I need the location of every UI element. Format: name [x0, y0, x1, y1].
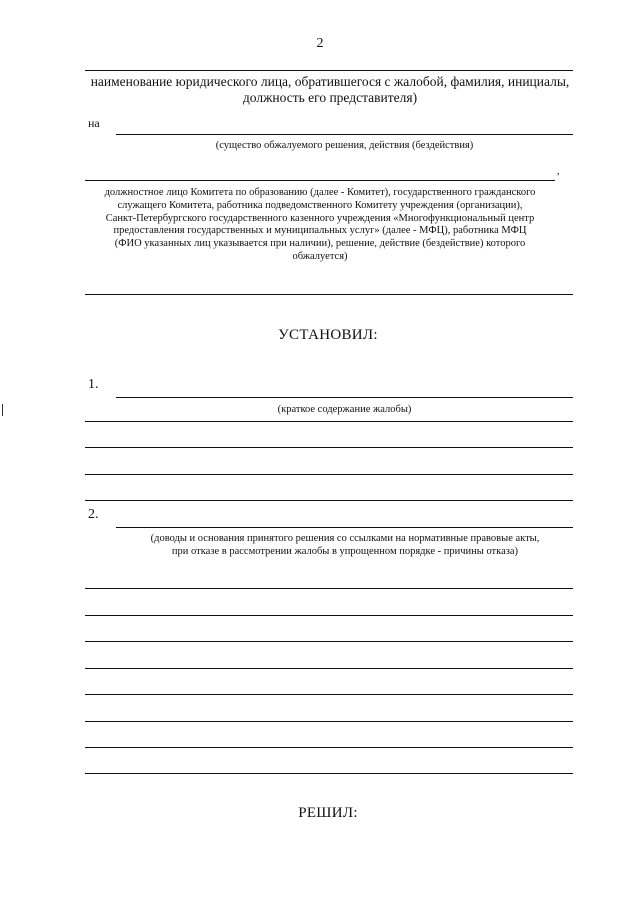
- official-caption-line5: (ФИО указанных лиц указывается при наличии), решение, действие (бездействие) которого: [114, 238, 526, 250]
- item2-caption: [100, 533, 590, 558]
- separator-line: [85, 294, 573, 295]
- item2-blank-line-4: [85, 668, 573, 669]
- scan-mark: [2, 404, 3, 416]
- item1-blank-line-3: [85, 474, 573, 475]
- official-line-comma: ,: [557, 166, 560, 177]
- official-caption-line2: служащего Комитета, работника подведомственного Комитету учреждения (организации),: [117, 199, 523, 211]
- item2-blank-line-5: [85, 694, 573, 695]
- decided-heading: РЕШИЛ:: [298, 805, 358, 821]
- item2-line: [116, 527, 573, 528]
- item2-number: 2.: [88, 507, 99, 522]
- item2-caption-line2: при отказе в рассмотрении жалобы в упрощенном порядке - причины отказа): [171, 545, 519, 557]
- item2-blank-line-6: [85, 721, 573, 722]
- official-caption-line1: должностное лицо Комитета по образованию (далее - Комитет), государственного гражданского: [104, 187, 536, 198]
- official-caption: [70, 187, 570, 264]
- official-caption-line3: Санкт-Петербургского государственного казенного учреждения «Многофункциональный центр: [105, 212, 535, 224]
- item2-blank-line-2: [85, 615, 573, 616]
- item1-blank-line-2: [85, 447, 573, 448]
- subject-line: [116, 134, 573, 135]
- established-heading: УСТАНОВИЛ:: [278, 327, 378, 343]
- item1-blank-line-1: [85, 421, 573, 422]
- item2-blank-line-7: [85, 747, 573, 748]
- item2-caption-line1: (доводы и основания принятого решения со ссылками на нормативные правовые акты,: [150, 533, 540, 544]
- applicant-caption: [60, 74, 600, 106]
- item2-blank-line-3: [85, 641, 573, 642]
- applicant-caption-line1: наименование юридического лица, обратившегося с жалобой, фамилия, инициалы,: [90, 74, 570, 89]
- official-line: [85, 180, 555, 181]
- official-caption-line6: обжалуется): [292, 250, 348, 262]
- applicant-top-line: [85, 70, 573, 71]
- item1-number: 1.: [88, 377, 99, 392]
- item1-line: [116, 397, 573, 398]
- item1-caption: (краткое содержание жалобы): [277, 404, 412, 415]
- subject-caption: (существо обжалуемого решения, действия (бездействия): [215, 140, 474, 151]
- page-number: 2: [316, 36, 324, 51]
- item2-blank-line-8: [85, 773, 573, 774]
- official-caption-line4: предоставления государственных и муниципальных услуг» (далее - МФЦ), работника МФЦ: [113, 225, 527, 237]
- applicant-caption-line2: должность его представителя): [242, 90, 418, 106]
- item1-blank-line-4: [85, 500, 573, 501]
- item2-blank-line-1: [85, 588, 573, 589]
- on-label: на: [88, 116, 100, 130]
